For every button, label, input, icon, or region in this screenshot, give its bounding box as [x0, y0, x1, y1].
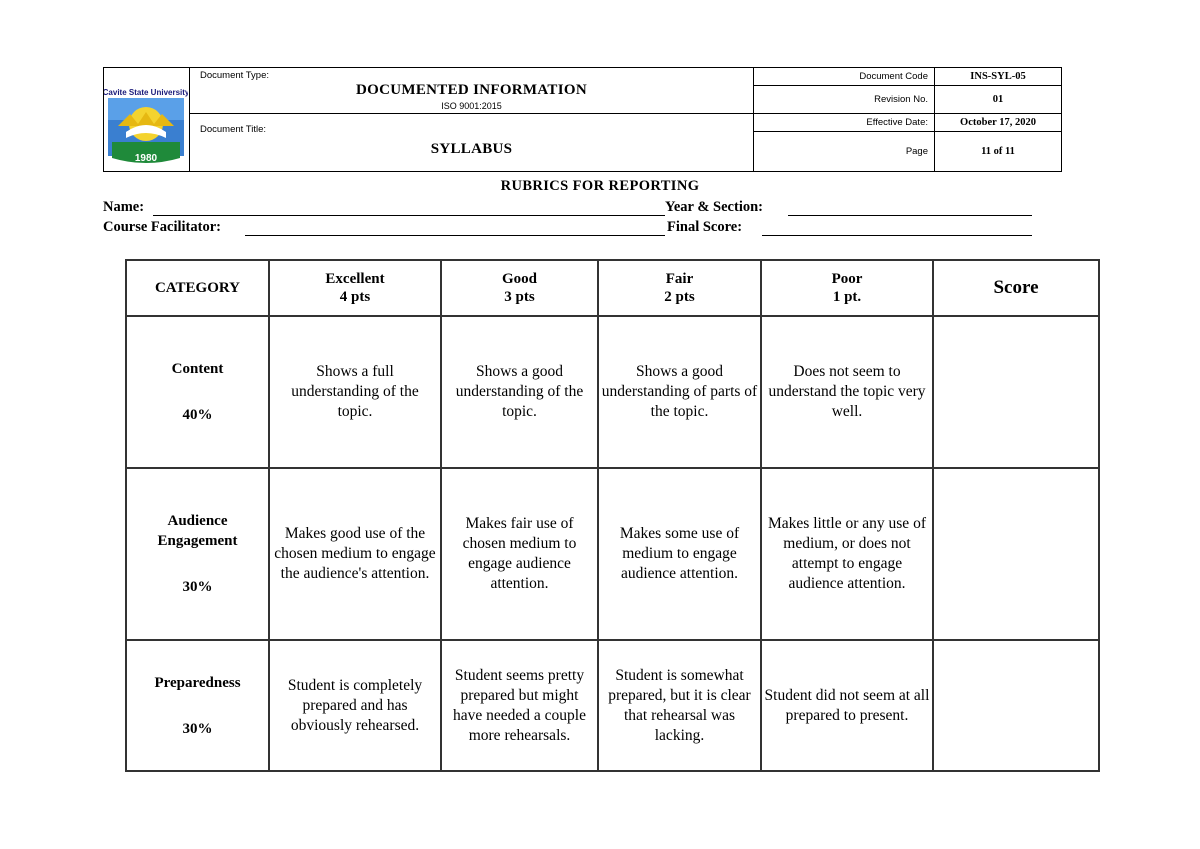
final-score-label: Final Score: — [667, 219, 743, 235]
course-facilitator-line[interactable] — [245, 235, 665, 236]
meta-row-revision — [754, 86, 1061, 114]
meta-value: 11 of 11 — [981, 146, 1015, 157]
score-cell[interactable] — [933, 640, 1099, 771]
year-section-label: Year & Section: — [665, 199, 763, 215]
meta-value: 01 — [992, 94, 1004, 105]
header-fair: Fair 2 pts — [598, 260, 761, 316]
criteria-cell: Makes little or any use of medium, or does not attempt to engage audience attention. — [761, 468, 933, 640]
meta-row-effective-date — [754, 114, 1061, 132]
document-meta — [754, 68, 1061, 171]
score-cell[interactable] — [933, 468, 1099, 640]
meta-label: Page — [754, 132, 935, 171]
university-seal-logo — [104, 68, 188, 170]
criteria-cell: Student is somewhat prepared, but it is clear that rehearsal was lacking. — [598, 640, 761, 771]
document-title-value: SYLLABUS — [430, 141, 513, 157]
table-row-audience-engagement — [126, 468, 1099, 640]
document-type-cell — [190, 68, 753, 114]
document-type-label: Document Type: — [200, 70, 270, 81]
logo-year: 1980 — [134, 153, 158, 164]
category-cell: Audience Engagement 30% — [126, 468, 269, 640]
table-row-preparedness — [126, 640, 1099, 771]
meta-label: Effective Date: — [754, 114, 935, 131]
final-score-line[interactable] — [762, 235, 1032, 236]
meta-row-document-code — [754, 68, 1061, 86]
category-cell: Content 40% — [126, 316, 269, 468]
score-cell[interactable] — [933, 316, 1099, 468]
course-facilitator-label: Course Facilitator: — [103, 219, 221, 235]
meta-label: Revision No. — [754, 86, 935, 113]
criteria-cell: Shows a good understanding of parts of the topic. — [598, 316, 761, 468]
criteria-cell: Does not seem to understand the topic very well. — [761, 316, 933, 468]
name-line[interactable] — [153, 215, 665, 216]
document-type-value: DOCUMENTED INFORMATION — [356, 82, 587, 98]
header-good: Good 3 pts — [441, 260, 598, 316]
criteria-cell: Shows a full understanding of the topic. — [269, 316, 441, 468]
criteria-cell: Makes some use of medium to engage audience attention. — [598, 468, 761, 640]
table-row-content — [126, 316, 1099, 468]
document-title-label: Document Title: — [200, 124, 266, 135]
criteria-cell: Makes good use of the chosen medium to engage the audience's attention. — [269, 468, 441, 640]
logo-cell — [104, 68, 190, 171]
rubric-table — [125, 259, 1100, 772]
header-category: CATEGORY — [126, 260, 269, 316]
criteria-cell: Student did not seem at all prepared to present. — [761, 640, 933, 771]
criteria-cell: Student is completely prepared and has obviously rehearsed. — [269, 640, 441, 771]
document-title-cell — [190, 114, 753, 171]
meta-value: INS-SYL-05 — [970, 71, 1026, 82]
criteria-cell: Student seems pretty prepared but might have needed a couple more rehearsals. — [441, 640, 598, 771]
name-label: Name: — [103, 199, 145, 215]
header-poor: Poor 1 pt. — [761, 260, 933, 316]
meta-row-page — [754, 132, 1061, 171]
logo-text: Cavite State University — [104, 88, 188, 97]
document-header — [103, 67, 1062, 172]
criteria-cell: Makes fair use of chosen medium to engage audience attention. — [441, 468, 598, 640]
meta-value: October 17, 2020 — [960, 117, 1036, 128]
year-section-line[interactable] — [788, 215, 1032, 216]
meta-label: Document Code — [754, 68, 935, 85]
header-excellent: Excellent 4 pts — [269, 260, 441, 316]
rubric-title: RUBRICS FOR REPORTING — [500, 178, 700, 194]
category-cell: Preparedness 30% — [126, 640, 269, 771]
document-type-title-cell — [190, 68, 754, 171]
criteria-cell: Shows a good understanding of the topic. — [441, 316, 598, 468]
header-row — [126, 260, 1099, 316]
iso-standard: ISO 9001:2015 — [441, 101, 502, 111]
header-score: Score — [933, 260, 1099, 316]
